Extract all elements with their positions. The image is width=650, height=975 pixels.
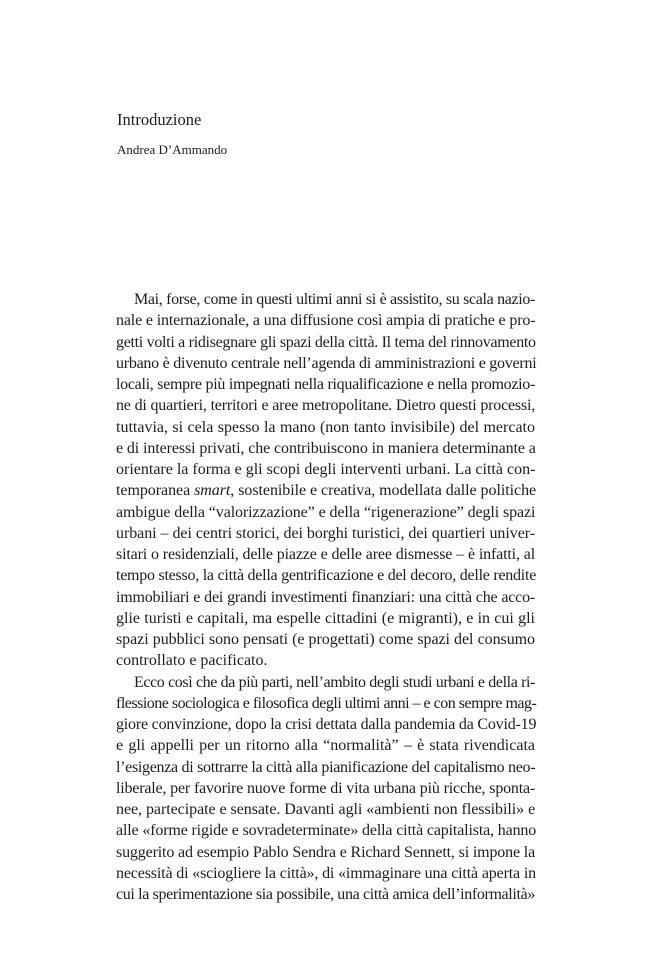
text-line: locali, sempre più impegnati nella riqualificazione e nella promozio- <box>116 376 535 393</box>
text-line: getti volti a ridisegnare gli spazi della città. Il tema del rinnovamento <box>116 333 536 351</box>
chapter-author: Andrea D’Ammando <box>117 142 228 157</box>
text-line: urbano è divenuto centrale nell’agenda di amministrazioni e governi <box>116 354 537 372</box>
text-line: immobiliari e dei grandi investimenti finanziari: una città che acco- <box>116 588 535 606</box>
text-line: sitari o residenziali, delle piazze e delle aree dismesse – è infatti, al <box>116 546 535 563</box>
text-line: cui la sperimentazione sia possibile, una città amica dell’informalità» <box>116 886 535 903</box>
text-line: spazi pubblici sono pensati (e progettati) come spazi del consumo <box>116 631 535 648</box>
paragraph-2 <box>116 672 535 906</box>
text-line-mixed <box>116 480 535 501</box>
text-line: urbani – dei centri storici, dei borghi turistici, dei quartieri univer- <box>116 524 535 542</box>
text-line: giore convinzione, dopo la crisi dettata dalla pandemia da Covid-19 <box>116 716 537 733</box>
text-line: Ecco così che da più parti, nell’ambito degli studi urbani e della ri- <box>134 673 535 691</box>
text-line: necessità di «sciogliere la città», di «immaginare una città aperta in <box>116 864 537 882</box>
text-line: Mai, forse, come in questi ultimi anni si è assistito, su scala nazio- <box>134 291 535 308</box>
text-line: orientare la forma e gli scopi degli interventi urbani. La città con- <box>116 461 536 478</box>
text-line: e di interessi privati, che contribuiscono in maniera determinante a <box>116 439 536 457</box>
text-segment: , sostenibile e creativa, modellata dalle politiche <box>230 482 537 500</box>
text-line: e gli appelli per un ritorno alla “normalità” – è stata rivendicata <box>116 737 535 755</box>
text-line: nale e internazionale, a una diffusione così ampia di pratiche e pro- <box>116 312 536 330</box>
text-line: alle «forme rigide e sovradeterminate» della città capitalista, hanno <box>116 822 537 840</box>
text-line: liberale, per favorire nuove forme di vita urbana più ricche, sponta- <box>116 779 535 797</box>
text-segment: temporanea <box>116 482 195 500</box>
text-line: flessione sociologica e filosofica degli ultimi anni – e con sempre mag- <box>116 694 537 712</box>
paragraph-1 <box>116 289 535 672</box>
text-line: tuttavia, si cela spesso la mano (non tanto invisibile) del mercato <box>116 418 535 436</box>
text-line: nee, partecipate e sensate. Davanti agli «ambienti non flessibili» e <box>116 801 536 818</box>
text-line: ambigue della “valorizzazione” e della “rigenerazione” degli spazi <box>116 503 536 521</box>
text-line: suggerito ad esempio Pablo Sendra e Richard Sennett, si impone la <box>116 843 536 861</box>
text-line: tempo stesso, la città della gentrificazione e del decoro, delle rendite <box>116 567 537 585</box>
text-line: ne di quartieri, territori e aree metropolitane. Dietro questi processi, <box>116 397 535 415</box>
chapter-title: Introduzione <box>117 110 202 129</box>
text-line: controllato e pacificato. <box>116 652 268 670</box>
italic-word: smart <box>194 482 231 500</box>
body-text <box>116 289 535 905</box>
text-line: l’esigenza di sottrarre la città alla pianificazione del capitalismo neo- <box>116 758 536 776</box>
text-line: glie turisti e capitali, ma espelle cittadini (e migranti), e in cui gli <box>116 609 535 627</box>
